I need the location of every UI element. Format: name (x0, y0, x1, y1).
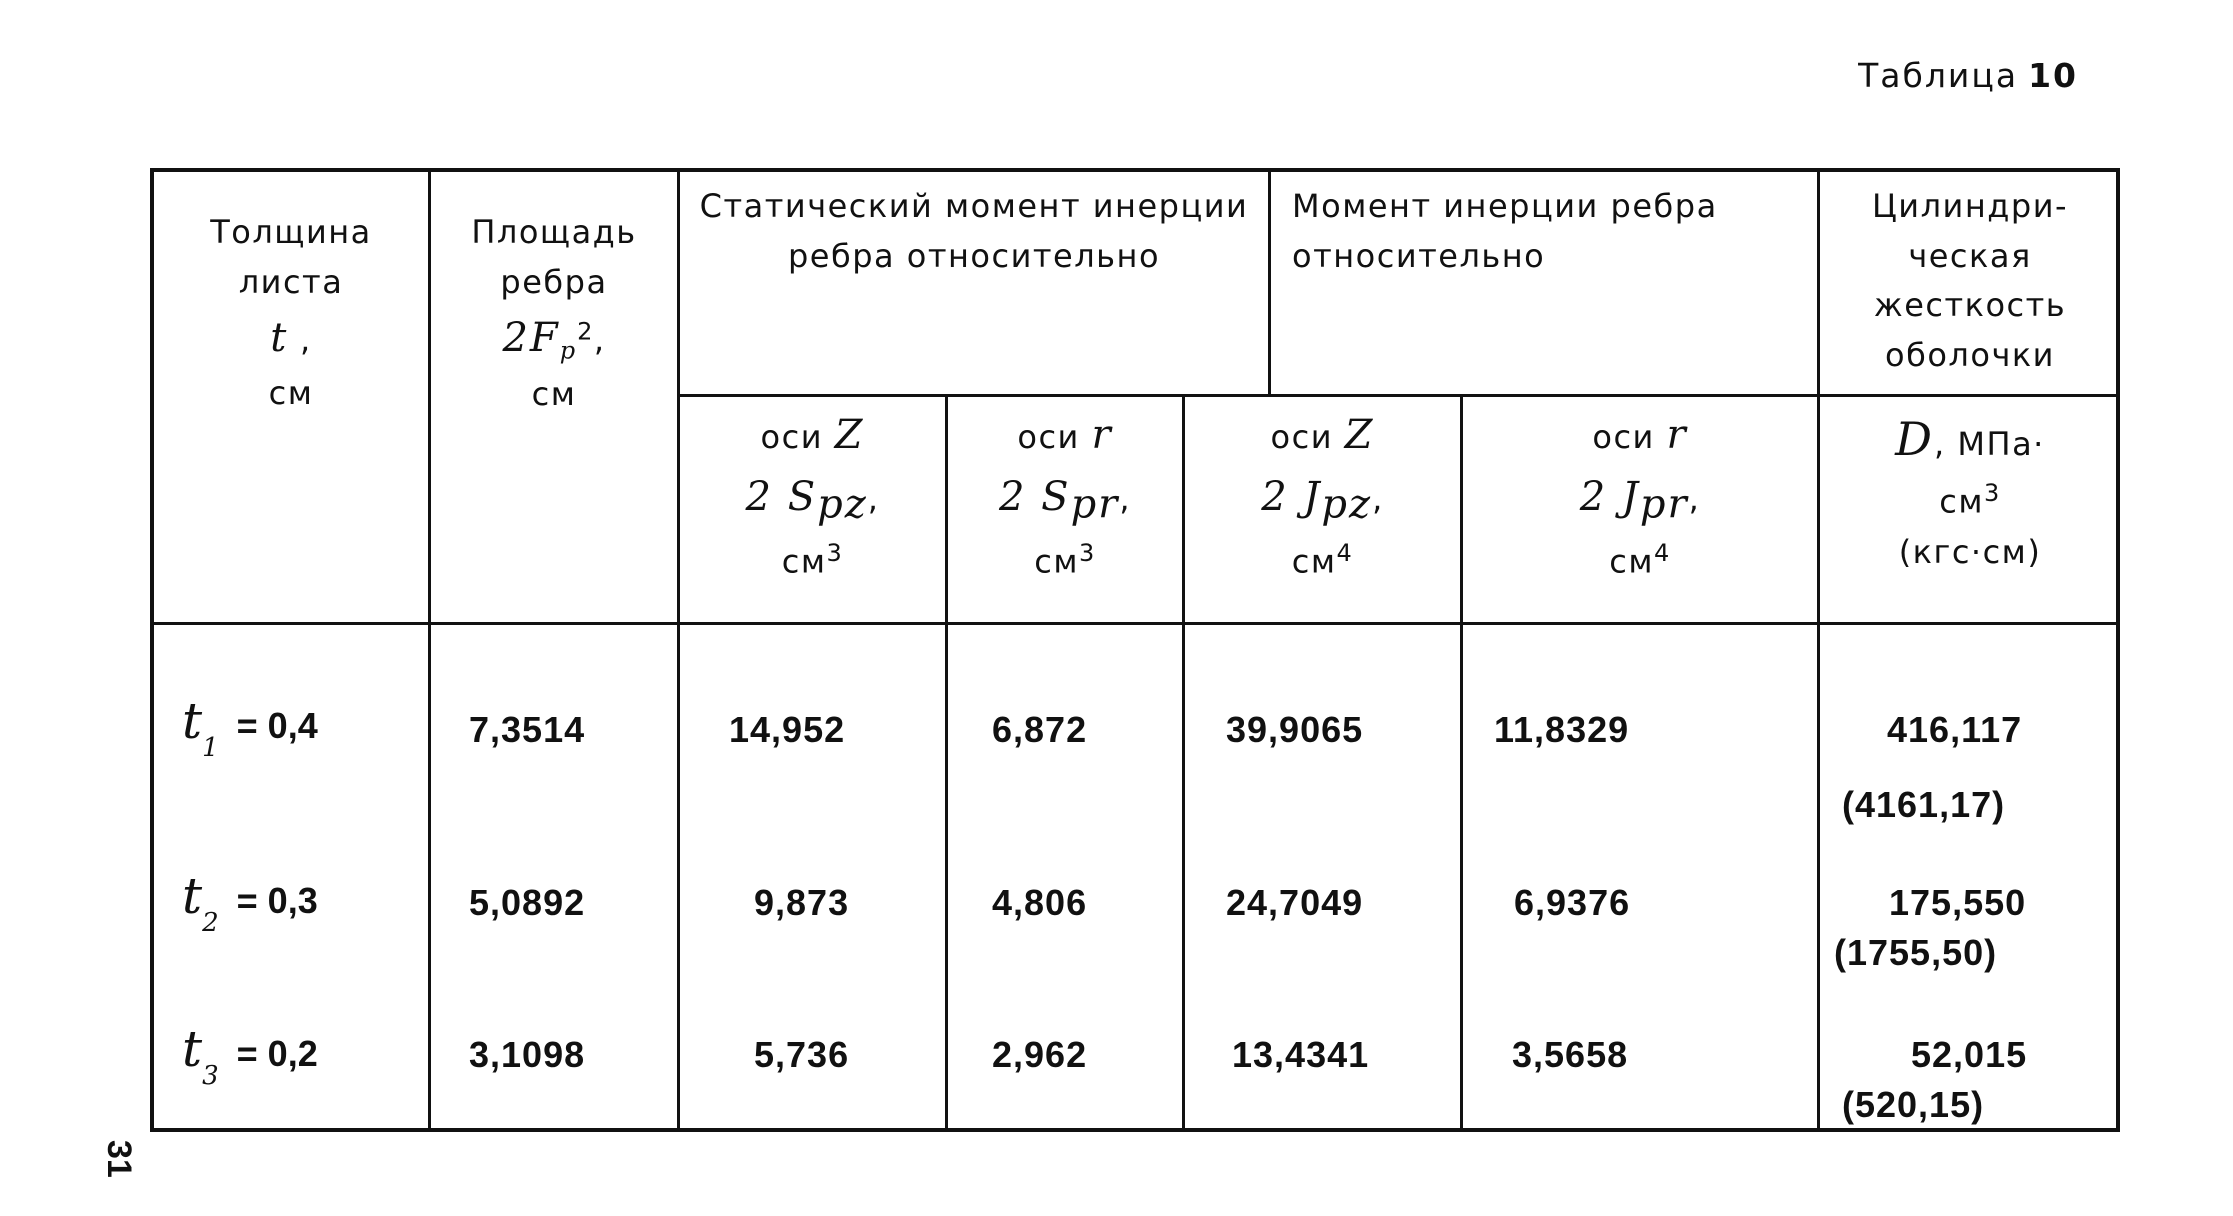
s-r-comma: , (1119, 480, 1131, 518)
s-r-unit-sup: 3 (1078, 539, 1096, 568)
grid-line (1268, 172, 1271, 396)
row1-t-index: 1 (202, 733, 219, 763)
header-static-moment: Статический момент инерции ребра относительно (699, 187, 1249, 275)
j-z-axis-label: оси (1270, 418, 1333, 456)
row3-t-symbol: t (182, 1020, 203, 1078)
area-unit-sup: 2 (577, 317, 594, 346)
header-area (431, 208, 677, 419)
thickness-symbol: t (270, 315, 289, 362)
subheader-j-z (1185, 404, 1460, 588)
grid-line (154, 622, 2120, 625)
s-r-unit: см (1034, 543, 1079, 582)
grid-line (677, 172, 680, 1128)
row2-t-index: 2 (202, 908, 219, 938)
header-thickness-line1: Толщина (210, 213, 372, 251)
row1-j-r: 11,8329 (1494, 709, 1630, 750)
data-table (150, 168, 2120, 1132)
row2-d-alt: (1755,50) (1834, 932, 1998, 973)
j-r-axis-label: оси (1592, 418, 1655, 456)
header-stiffness-line2: ческая (1908, 236, 2032, 275)
subheader-j-r (1463, 404, 1817, 588)
header-area-line1: Площадь (471, 213, 637, 251)
table-caption (1858, 56, 2078, 95)
s-z-comma: , (867, 480, 880, 518)
area-unit: см (531, 374, 577, 413)
s-z-symbol: 2 S (745, 474, 818, 520)
s-z-unit: см (781, 543, 827, 582)
s-z-axis-label: оси (760, 418, 823, 456)
caption-number: 10 (2028, 56, 2078, 95)
row3-d-alt: (520,15) (1842, 1084, 1985, 1125)
j-r-unit: см (1609, 543, 1654, 582)
row3-s-r: 2,962 (992, 1034, 1088, 1075)
header-inertia-moment: Момент инерции ребра относительно (1292, 187, 1718, 275)
j-z-sub: pz (1321, 481, 1373, 528)
s-r-sub: pr (1070, 481, 1120, 528)
j-r-sub: pr (1639, 481, 1689, 528)
d-unit2-sup: 3 (1983, 479, 2001, 508)
j-r-unit-sup: 4 (1653, 539, 1671, 568)
header-area-line2: ребра (500, 262, 608, 301)
header-stiffness-line4: оболочки (1885, 335, 2055, 374)
d-unit: , МПа· (1934, 425, 2045, 463)
area-symbol-sub: p (559, 336, 578, 365)
j-z-unit: см (1291, 543, 1337, 582)
header-thickness-line2: листа (238, 262, 344, 301)
header-stiffness (1820, 182, 2120, 380)
d-unit2: см (1939, 482, 1984, 521)
subheader-d (1820, 404, 2120, 577)
area-comma: , (593, 321, 606, 360)
row2-t-symbol: t (182, 867, 203, 925)
row1-s-z: 14,952 (729, 709, 846, 750)
j-r-comma: , (1688, 480, 1701, 518)
j-z-axis-symbol: Z (1344, 412, 1375, 458)
s-r-axis-symbol: r (1091, 412, 1113, 458)
row2-j-r: 6,9376 (1514, 882, 1631, 923)
row3-j-r: 3,5658 (1512, 1034, 1629, 1075)
row3-t-value: = 0,2 (236, 1033, 318, 1074)
thickness-unit: см (268, 374, 314, 413)
j-r-symbol: 2 J (1579, 474, 1640, 520)
j-z-comma: , (1372, 480, 1384, 518)
row2-s-z: 9,873 (754, 882, 850, 923)
row2-area: 5,0892 (469, 882, 586, 923)
row1-area: 7,3514 (469, 709, 586, 750)
s-r-axis-label: оси (1017, 418, 1080, 456)
s-r-symbol: 2 S (999, 474, 1071, 520)
j-r-axis-symbol: r (1666, 412, 1688, 458)
row1-thickness (182, 692, 318, 763)
subheader-s-z (680, 404, 945, 588)
j-z-unit-sup: 4 (1336, 539, 1354, 568)
row1-t-value: = 0,4 (236, 705, 318, 746)
row3-j-z: 13,4341 (1232, 1034, 1370, 1075)
row2-j-z: 24,7049 (1226, 882, 1364, 923)
row2-d: 175,550 (1889, 882, 2027, 923)
subheader-s-r (948, 404, 1182, 588)
row1-d: 416,117 (1887, 709, 2023, 750)
j-z-symbol: 2 J (1261, 474, 1322, 520)
row3-thickness (182, 1020, 318, 1091)
s-z-axis-symbol: Z (834, 412, 865, 458)
row1-d-alt: (4161,17) (1842, 784, 2006, 825)
s-z-unit-sup: 3 (826, 539, 844, 568)
row2-s-r: 4,806 (992, 882, 1088, 923)
row3-t-index: 3 (202, 1061, 219, 1091)
row2-thickness (182, 867, 318, 938)
header-thickness (154, 208, 428, 419)
area-symbol: 2F (502, 315, 560, 362)
page-number: 31 (100, 1140, 138, 1178)
d-unit3: (кгс·см) (1898, 532, 2042, 571)
caption-label: Таблица (1858, 56, 2019, 95)
grid-line (677, 394, 2120, 397)
header-stiffness-line3: жесткость (1873, 286, 2067, 325)
d-symbol: D (1895, 412, 1935, 466)
row1-s-r: 6,872 (992, 709, 1088, 750)
row3-s-z: 5,736 (754, 1034, 850, 1075)
row1-t-symbol: t (182, 692, 203, 750)
row3-d: 52,015 (1911, 1034, 2028, 1075)
row3-area: 3,1098 (469, 1034, 586, 1075)
row2-t-value: = 0,3 (236, 880, 318, 921)
row1-j-z: 39,9065 (1226, 709, 1364, 750)
thickness-comma: , (300, 321, 312, 360)
s-z-sub: pz (817, 481, 868, 528)
header-stiffness-line1: Цилиндри- (1871, 187, 2069, 225)
